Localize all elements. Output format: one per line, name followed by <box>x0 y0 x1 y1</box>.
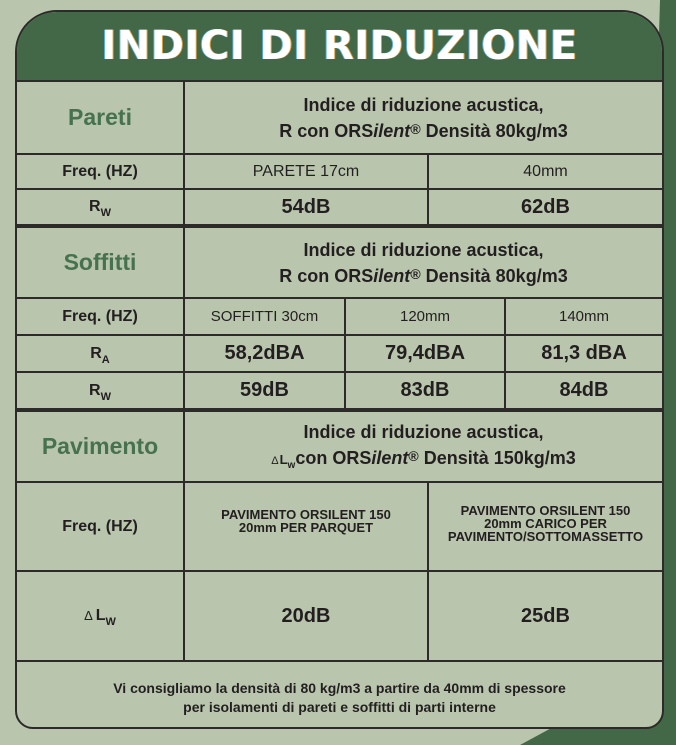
config-cell: PAVIMENTO ORSILENT 150 20mm CARICO PER PAVIMENTO/SOTTOMASSETTO <box>428 482 662 571</box>
freq-row <box>17 298 662 335</box>
table-soffitti <box>17 226 662 410</box>
config-cell: SOFFITTI 30cm <box>184 298 345 335</box>
value-cell: 84dB <box>505 372 662 409</box>
section-header-row <box>17 82 662 154</box>
table-pareti <box>17 82 662 226</box>
value-cell: 25dB <box>428 571 662 661</box>
table-pavimento <box>17 410 662 729</box>
footer-row <box>17 661 662 729</box>
value-cell: 79,4dBA <box>345 335 505 372</box>
value-cell: 81,3 dBA <box>505 335 662 372</box>
config-cell: PARETE 17cm <box>184 154 428 189</box>
value-cell: 62dB <box>428 189 662 225</box>
value-cell: 54dB <box>184 189 428 225</box>
delta-lw-row <box>17 571 662 661</box>
section-title-pareti: Indice di riduzione acustica, R con ORSilent® Densità 80kg/m3 <box>184 82 662 154</box>
freq-row <box>17 154 662 189</box>
page-title: INDICI DI RIDUZIONE <box>101 23 578 69</box>
value-cell: 59dB <box>184 372 345 409</box>
section-title-soffitti: Indice di riduzione acustica, R con ORSilent® Densità 80kg/m3 <box>184 227 662 298</box>
section-label-pavimento: Pavimento <box>17 411 184 482</box>
rw-row <box>17 189 662 225</box>
config-cell: 120mm <box>345 298 505 335</box>
section-label-pareti: Pareti <box>17 82 184 154</box>
rw-row <box>17 372 662 409</box>
freq-label: Freq. (HZ) <box>17 298 184 335</box>
section-header-row <box>17 227 662 298</box>
value-cell: 20dB <box>184 571 428 661</box>
ra-row <box>17 335 662 372</box>
config-cell: 40mm <box>428 154 662 189</box>
freq-label: Freq. (HZ) <box>17 154 184 189</box>
value-cell: 83dB <box>345 372 505 409</box>
ra-label: $R_A$ <box>17 335 184 372</box>
freq-label: Freq. (HZ) <box>17 482 184 571</box>
section-title-pavimento: Indice di riduzione acustica, $\Delta L_wcon$ ORSilent® Densità 150kg/m3 <box>184 411 662 482</box>
reduction-index-card <box>15 10 664 729</box>
section-header-row <box>17 411 662 482</box>
section-label-soffitti: Soffitti <box>17 227 184 298</box>
config-cell: PAVIMENTO ORSILENT 150 20mm PER PARQUET <box>184 482 428 571</box>
delta-lw-label: Δ $L_W$ <box>17 571 184 661</box>
config-cell: 140mm <box>505 298 662 335</box>
value-cell: 58,2dBA <box>184 335 345 372</box>
card-header <box>17 12 662 82</box>
freq-row <box>17 482 662 571</box>
rw-label: $R_W$ <box>17 189 184 225</box>
footer-note: Vi consigliamo la densità di 80 kg/m3 a partire da 40mm di spessore per isolamenti di pareti e soffitti di parti interne <box>17 661 662 729</box>
rw-label: $R_W$ <box>17 372 184 409</box>
